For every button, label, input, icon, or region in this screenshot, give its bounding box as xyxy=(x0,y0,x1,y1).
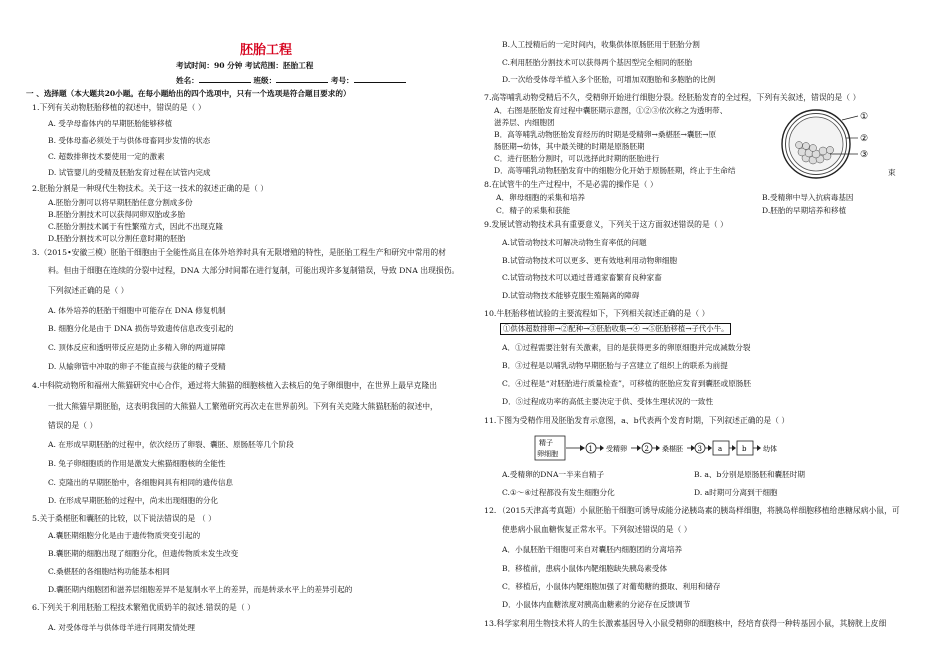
class-label: 班级： xyxy=(253,76,277,85)
blastocyst-diagram xyxy=(780,104,888,186)
stage-b-box: b xyxy=(742,445,747,453)
q2-option-b[interactable]: B.胚胎分割技术可以获得同卵双胎或多胎 xyxy=(48,210,186,219)
q8-option-b[interactable]: B.受精卵中导入抗病毒基因 xyxy=(762,193,854,202)
q7-option-d[interactable]: D．高等哺乳动物胚胎发育中的细胞分化开始于原肠胚期，终止于生命结 xyxy=(494,166,736,175)
q3-stem-line3: 下列叙述正确的是（ ） xyxy=(48,286,129,295)
q3-option-d[interactable]: D. 从输卵管中冲取的卵子不能直接与获能的精子受精 xyxy=(48,362,226,371)
q1-option-c[interactable]: C. 超数排卵技术要使用一定的激素 xyxy=(48,152,165,161)
svg-text:2: 2 xyxy=(644,445,649,453)
q4-option-a[interactable]: A. 在形成早期胚胎的过程中，依次经历了卵裂、囊胚、原肠胚等几个阶段 xyxy=(48,440,294,449)
q3-stem-line2: 料。但由于细胞在连续的分裂中过程，DNA 大部分时间都在进行复制，可能出现许多复制错误，导致 DNA 出现损伤。 xyxy=(48,266,460,275)
fig-label-1: ① xyxy=(860,112,869,122)
q6-option-c[interactable]: C.利用胚胎分割技术可以获得两个基因型完全相同的胚胎 xyxy=(502,58,693,67)
q3-option-a[interactable]: A. 体外培养的胚胎干细胞中可能存在 DNA 修复机制 xyxy=(48,306,226,315)
fertilized-egg-label: 受精卵 xyxy=(606,445,627,453)
q8-option-c[interactable]: C．精子的采集和获能 xyxy=(496,206,571,215)
q5-option-a[interactable]: A.囊胚期细胞分化是由于遗传物质突变引起的 xyxy=(48,531,201,540)
q8-option-a[interactable]: A．卵母细胞的采集和培养 xyxy=(496,193,586,202)
q5-option-b[interactable]: B.囊胚期的细胞出现了细胞分化，但遗传物质未发生改变 xyxy=(48,549,239,558)
fig-label-2: ② xyxy=(860,134,869,144)
q8-stem: 8.在试管牛的生产过程中，不是必需的操作是（ ） xyxy=(484,180,658,189)
q5-option-c[interactable]: C.桑椹胚的各细胞结构功能基本相同 xyxy=(48,567,170,576)
stage-a-box: a xyxy=(718,445,723,453)
q6-option-b[interactable]: B.人工授精后的一定时间内，收集供体原肠胚用于胚胎分割 xyxy=(502,40,700,49)
q7-option-b-line2: 肠胚期→幼体，其中最关键的时期是原肠胚期 xyxy=(494,142,645,151)
q10-option-c[interactable]: C．④过程是“对胚胎进行质量检查”，可移植的胚胎应发育到囊胚或原肠胚 xyxy=(502,379,751,388)
q9-option-c[interactable]: C.试管动物技术可以通过普通家畜繁育良种家畜 xyxy=(502,273,662,282)
morula-label: 桑椹胚 xyxy=(662,445,683,453)
q7-option-a-line2: 滋养层、内细胞团 xyxy=(494,118,555,127)
q11-option-a[interactable]: A.受精卵的DNA一半来自精子 xyxy=(502,470,605,479)
q11-option-d[interactable]: D. a时期可分离到干细胞 xyxy=(694,488,778,497)
q4-stem-line3: 错误的是（ ） xyxy=(48,421,98,430)
egg-label: 卵细胞 xyxy=(537,450,558,458)
q2-option-c[interactable]: C.胚胎分割技术属于有性繁殖方式，因此不出现克隆 xyxy=(48,222,224,231)
larva-label: 幼体 xyxy=(763,445,777,453)
q10-flow-box: ①供体超数排卵→②配种→③胚胎收集→④ →⑤胚胎移植→子代小牛。 xyxy=(500,323,731,335)
q4-option-b[interactable]: B. 兔子卵细胞质的作用是激发大熊猫细胞核的全能性 xyxy=(48,459,226,468)
section-heading: 一 、选择题（本大题共20小题。在每小题给出的四个选项中，只有一个选项是符合题目要求的） xyxy=(26,89,351,98)
q1-stem: 1.下列有关动物胚胎移植的叙述中，错误的是（ ） xyxy=(32,103,206,112)
number-blank[interactable] xyxy=(354,74,406,83)
q12-stem-line2: 使患病小鼠血糖恢复正常水平。下列叙述错误的是（ ） xyxy=(502,525,692,534)
q11-option-b[interactable]: B. a、b分别是原肠胚和囊胚时期 xyxy=(694,470,805,479)
q2-option-d[interactable]: D.胚胎分割技术可以分割任意时期的胚胎 xyxy=(48,234,186,243)
q13-stem: 13.科学家利用生物技术将人的生长激素基因导入小鼠受精卵的细胞核中，经培育获得一种转基因小鼠，其膀胱上皮细 xyxy=(484,619,887,628)
name-blank[interactable] xyxy=(199,74,251,83)
q11-stem: 11.下图为受精作用及胚胎发育示意图，a、b代表两个发育时期，下列叙述正确的是（ ） xyxy=(484,416,790,425)
q11-option-c[interactable]: C.①～④过程都没有发生细胞分化 xyxy=(502,488,615,497)
q7-option-d-tail: 束 xyxy=(888,168,896,177)
q12-option-b[interactable]: B．移植前，患病小鼠体内靶细胞缺失胰岛素受体 xyxy=(502,564,668,573)
svg-text:3: 3 xyxy=(697,445,702,453)
student-info-row xyxy=(176,74,406,86)
svg-text:1: 1 xyxy=(588,445,593,453)
q7-stem: 7.高等哺乳动物受精后不久，受精卵开始进行细胞分裂。经胚胎发育的全过程，下列有关叙述，错误的是（ ） xyxy=(484,93,861,102)
exam-title: 胚胎工程 xyxy=(240,43,293,58)
sperm-label: 精子 xyxy=(539,439,553,447)
exam-info: 考试时间：90 分钟 考试范围：胚胎工程 xyxy=(176,61,314,70)
q9-stem: 9.发展试管动物技术具有重要意义，下列关于这方面叙述错误的是（ ） xyxy=(484,220,728,229)
class-blank[interactable] xyxy=(276,74,328,83)
q5-stem: 5.关于桑椹胚和囊胚的比较，以下说法错误的是 （ ） xyxy=(32,514,216,523)
q10-option-b[interactable]: B．③过程是以哺乳动物早期胚胎与子宫建立了组织上的联系为前提 xyxy=(502,361,728,370)
q4-stem-line1: 4.中科院动物所和福州大熊猫研究中心合作，通过将大熊猫的细胞核植入去核后的兔子卵细胞中，在世界上最早克隆出 xyxy=(32,381,438,390)
q4-option-d[interactable]: D. 在形成早期胚胎的过程中，尚未出现细胞的分化 xyxy=(48,496,219,505)
q1-option-d[interactable]: D. 试管婴儿的受精及胚胎发育过程在试管内完成 xyxy=(48,168,211,177)
name-label: 姓名： xyxy=(176,76,199,85)
q6-option-a[interactable]: A. 对受体母羊与供体母羊进行同期发情处理 xyxy=(48,623,195,632)
q10-stem: 10.牛胚胎移植试验的主要流程如下，下列相关叙述正确的是（ ） xyxy=(484,309,710,318)
q4-option-c[interactable]: C. 克隆出的早期胚胎中，各细胞间具有相同的遗传信息 xyxy=(48,478,234,487)
q7-option-b-line1[interactable]: B．高等哺乳动物胚胎发育经历的时期是受精卵→桑椹胚→囊胚→原 xyxy=(494,130,717,139)
q12-option-d[interactable]: D．小鼠体内血糖浓度对胰高血糖素的分泌存在反馈调节 xyxy=(502,600,691,609)
q7-option-a-line1[interactable]: A．右图是胚胎发育过程中囊胚期示意图，①②③依次称之为透明带、 xyxy=(494,106,728,115)
q8-option-d[interactable]: D.胚胎的早期培养和移植 xyxy=(762,206,847,215)
q12-option-c[interactable]: C．移植后，小鼠体内靶细胞加强了对葡萄糖的摄取、利用和储存 xyxy=(502,582,721,591)
q1-option-a[interactable]: A. 受孕母畜体内的早期胚胎能够移植 xyxy=(48,119,173,128)
q12-stem-line1: 12．（2015天津高考真题）小鼠胚胎干细胞可诱导成能分泌胰岛素的胰岛样细胞，将胰岛样细胞移植给患糖尿病小鼠，可 xyxy=(484,506,900,515)
fertilization-diagram xyxy=(534,432,794,466)
q1-option-b[interactable]: B. 受体母畜必须处于与供体母畜同步发情的状态 xyxy=(48,136,211,145)
q3-option-c[interactable]: C. 顶体反应和透明带反应是防止多精入卵的两道屏障 xyxy=(48,343,226,352)
q10-option-a[interactable]: A．①过程需要注射有关激素，目的是获得更多的卵原细胞并完成减数分裂 xyxy=(502,343,751,352)
q6-stem: 6.下列关于利用胚胎工程技术繁殖优质奶羊的叙述.错误的是（ ） xyxy=(32,603,255,612)
q9-option-b[interactable]: B.试管动物技术可以更多、更有效地利用动物卵细胞 xyxy=(502,256,678,265)
q12-option-a[interactable]: A．小鼠胚胎干细胞可来自对囊胚内细胞团的分离培养 xyxy=(502,545,683,554)
q2-option-a[interactable]: A.胚胎分割可以将早期胚胎任意分割成多份 xyxy=(48,198,193,207)
q9-option-a[interactable]: A.试管动物技术可解决动物生育率低的问题 xyxy=(502,238,647,247)
q7-option-c[interactable]: C．进行胚胎分割时，可以选择此时期的胚胎进行 xyxy=(494,154,660,163)
q2-stem: 2.胚胎分割是一种现代生物技术。关于这一技术的叙述正确的是（ ） xyxy=(32,184,269,193)
q9-option-d[interactable]: D.试管动物技术能够克服生殖隔离的障碍 xyxy=(502,291,640,300)
q3-option-b[interactable]: B. 细胞分化是由于 DNA 损伤导致遗传信息改变引起的 xyxy=(48,324,234,333)
q10-option-d[interactable]: D．⑤过程成功率的高低主要决定于供、受体生理状况的一致性 xyxy=(502,397,714,406)
number-label: 考号： xyxy=(330,76,354,85)
q6-option-d[interactable]: D.一次给受体母羊植入多个胚胎，可增加双胞胎和多胞胎的比例 xyxy=(502,75,716,84)
q5-option-d[interactable]: D.囊胚期内细胞团和滋养层细胞差异不是复制水平上的差异，而是转录水平上的差异引起的 xyxy=(48,585,353,594)
q4-stem-line2: 一批大熊猫早期胚胎，这表明我国的大熊猫人工繁殖研究再次走在世界前列。下列有关克隆大熊猫胚胎的叙述中， xyxy=(48,402,438,411)
q3-stem-line1: 3.（2015•安徽三模）胚胎干细胞由于全能性高且在体外培养时具有无限增殖的特性，是胚胎工程生产和研究中常用的材 xyxy=(32,248,446,257)
fig-label-3: ③ xyxy=(860,150,869,160)
